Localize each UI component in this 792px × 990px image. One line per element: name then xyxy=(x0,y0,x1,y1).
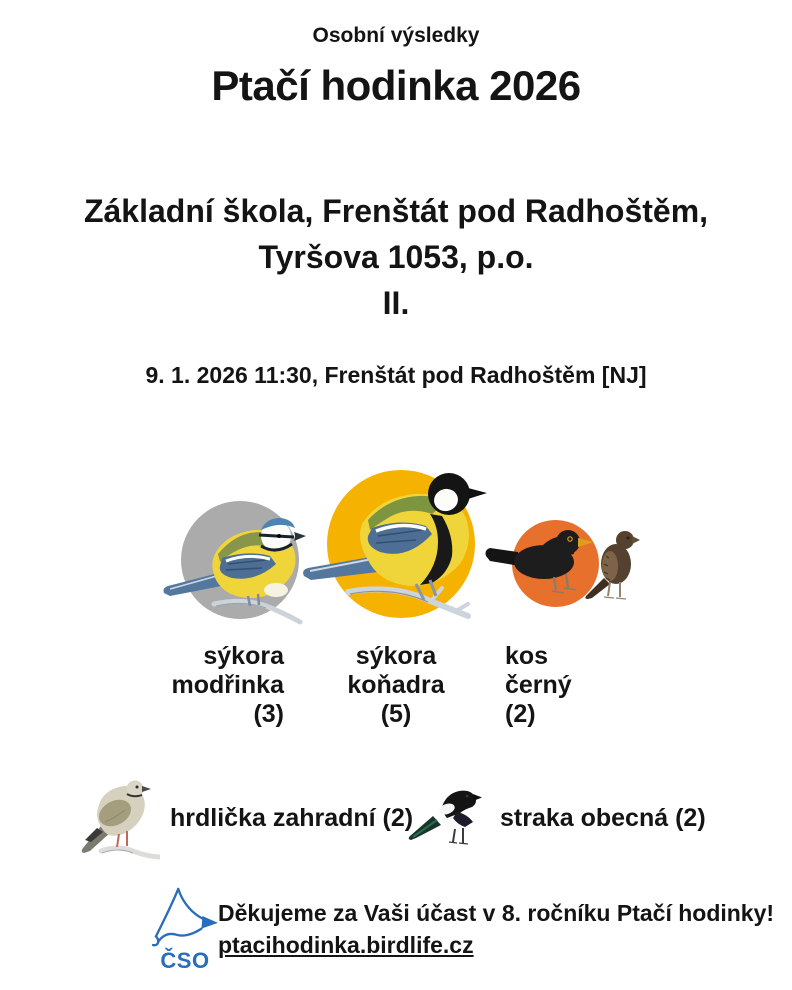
participant-name-line1: Základní škola, Frenštát pod Radhoštěm, xyxy=(83,193,709,229)
page-title: Ptačí hodinka 2026 xyxy=(211,62,581,109)
species-count: (5) xyxy=(380,700,412,728)
collared-dove-illustration xyxy=(75,772,160,862)
event-datetime-location: 9. 1. 2026 11:30, Frenštát pod Radhoštěm [NJ] xyxy=(145,362,647,388)
participant-name-line3: II. xyxy=(382,285,410,321)
thanks-message: Děkujeme za Vaši účast v 8. ročníku Ptačí hodinky! xyxy=(218,900,775,926)
species-label-great-tit xyxy=(306,642,486,729)
blackbird-pair-illustration xyxy=(482,514,642,604)
species-name-line: modřinka xyxy=(171,671,284,699)
participant-name-line2: Tyršova 1053, p.o. xyxy=(258,239,534,275)
species-label-blue-tit xyxy=(171,642,284,729)
cso-logo-text: ČSO xyxy=(160,948,210,973)
other-species-label-magpie: straka obecná (2) xyxy=(500,804,706,832)
species-name-line: koňadra xyxy=(347,671,445,699)
species-name-line: kos xyxy=(505,642,549,670)
blue-tit-illustration xyxy=(158,510,308,630)
great-tit-illustration xyxy=(296,468,491,628)
other-species-label-dove: hrdlička zahradní (2) xyxy=(170,804,414,832)
cso-logo-bird-icon xyxy=(146,886,224,948)
page-subtitle: Osobní výsledky xyxy=(312,24,480,47)
species-name-line: sýkora xyxy=(355,642,437,670)
species-count: (3) xyxy=(253,700,284,728)
species-name-line: sýkora xyxy=(203,642,284,670)
species-count: (2) xyxy=(505,700,536,728)
species-label-blackbird xyxy=(505,642,572,729)
ptacihodinka-link[interactable]: ptacihodinka.birdlife.cz xyxy=(218,932,474,958)
magpie-illustration xyxy=(405,780,485,850)
participant-name xyxy=(0,188,792,326)
species-name-line: černý xyxy=(505,671,572,699)
